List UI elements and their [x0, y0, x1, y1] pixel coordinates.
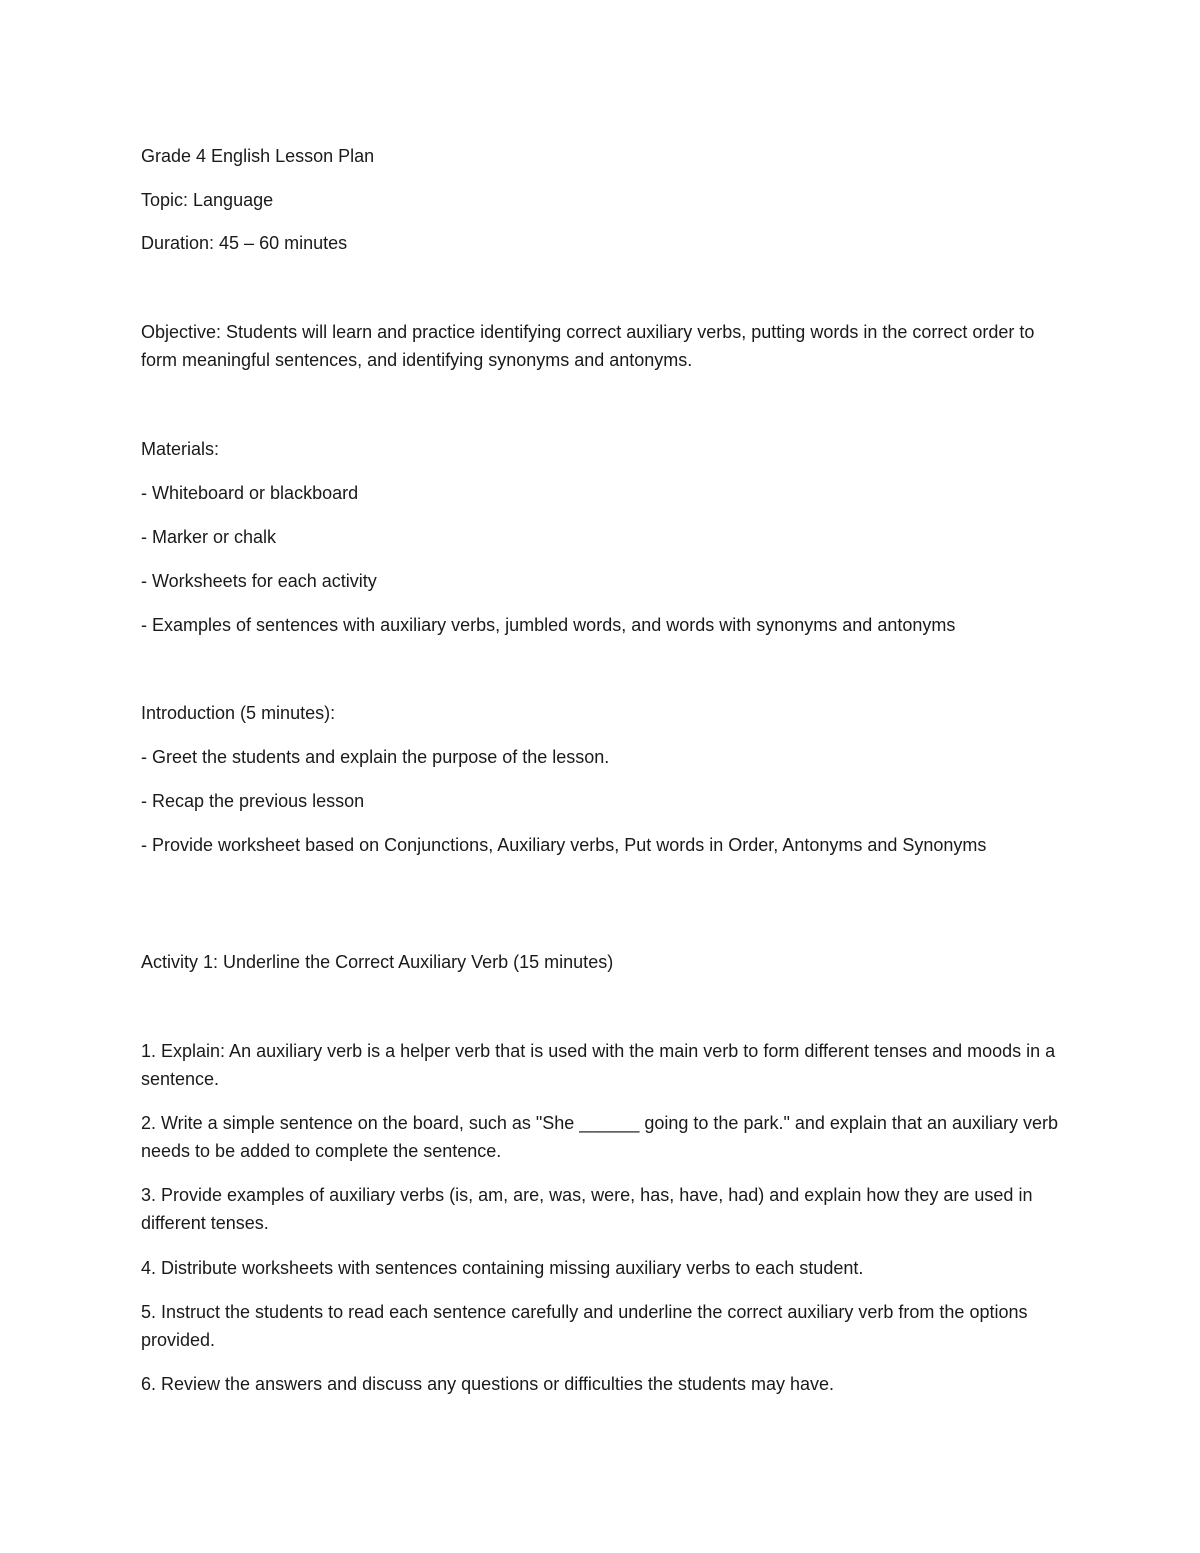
document-title: Grade 4 English Lesson Plan: [141, 146, 375, 166]
objective-paragraph: Objective: Students will learn and practice identifying correct auxiliary verbs, putting words in the correct order to form meaningful sentences, and identifying synonyms and antonyms.: [141, 322, 1035, 370]
activity1-step: 3. Provide examples of auxiliary verbs (is, am, are, was, were, has, have, had) and explain how they are used in different tenses.: [141, 1185, 1033, 1233]
introduction-heading: Introduction (5 minutes):: [141, 703, 336, 723]
duration-line: Duration: 45 – 60 minutes: [141, 233, 348, 253]
introduction-item: - Greet the students and explain the purpose of the lesson.: [141, 747, 610, 767]
materials-heading: Materials:: [141, 439, 220, 459]
activity1-step: 2. Write a simple sentence on the board, such as "She ______ going to the park." and explain that an auxiliary verb needs to be added to complete the sentence.: [141, 1113, 1059, 1161]
activity1-step: 5. Instruct the students to read each sentence carefully and underline the correct auxiliary verb from the options provided.: [141, 1302, 1028, 1350]
activity1-step: 6. Review the answers and discuss any questions or difficulties the students may have.: [141, 1374, 835, 1394]
activity1-heading: Activity 1: Underline the Correct Auxiliary Verb (15 minutes): [141, 952, 614, 972]
materials-item: - Worksheets for each activity: [141, 571, 377, 591]
introduction-item: - Recap the previous lesson: [141, 791, 365, 811]
materials-item: - Whiteboard or blackboard: [141, 483, 359, 503]
topic-line: Topic: Language: [141, 190, 274, 210]
materials-item: - Marker or chalk: [141, 527, 277, 547]
activity1-step: 1. Explain: An auxiliary verb is a helper verb that is used with the main verb to form different tenses and moods in a sentence.: [141, 1041, 1056, 1089]
introduction-item: - Provide worksheet based on Conjunctions, Auxiliary verbs, Put words in Order, Antonyms and Synonyms: [141, 835, 987, 855]
activity1-step: 4. Distribute worksheets with sentences containing missing auxiliary verbs to each student.: [141, 1258, 864, 1278]
materials-item: - Examples of sentences with auxiliary verbs, jumbled words, and words with synonyms and antonyms: [141, 615, 956, 635]
